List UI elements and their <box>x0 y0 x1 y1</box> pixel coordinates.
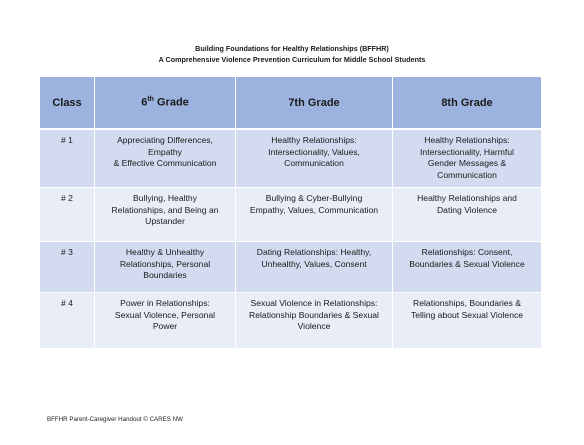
topic-cell-g6 <box>95 242 236 293</box>
topic-line: & Effective Communication <box>113 158 217 168</box>
footer-credit: BFFHR Parent-Caregiver Handout © CARES NW <box>47 416 183 423</box>
table-row <box>40 293 541 349</box>
table-row <box>40 188 541 242</box>
topic-line: Communication <box>284 158 344 168</box>
topic-cell-g8 <box>393 130 541 188</box>
topic-line: Power in Relationships: <box>120 298 210 308</box>
topic-line: Relationships, Personal <box>119 258 211 269</box>
table-header-row <box>40 77 541 130</box>
document-subtitle: A Comprehensive Violence Prevention Curriculum for Middle School Students <box>158 55 426 64</box>
class-number-cell: # 2 <box>40 188 95 242</box>
header-6th-suffix: th <box>147 96 154 104</box>
topic-line: Relationships, and Being an <box>111 204 219 215</box>
header-class: Class <box>40 77 95 130</box>
topic-cell-g6 <box>95 293 236 349</box>
topic-cell-g7 <box>236 188 393 242</box>
topic-cell-g6 <box>95 188 236 242</box>
topic-line: Bullying & Cyber-Bullying <box>265 193 363 203</box>
topic-line: Healthy Relationships: <box>271 135 357 145</box>
topic-cell-g8 <box>393 188 541 242</box>
topic-line: Relationships, Boundaries & <box>413 298 521 308</box>
topic-cell-g7 <box>236 130 393 188</box>
topic-line: Intersectionality, Harmful <box>420 146 514 157</box>
class-number-cell: # 3 <box>40 242 95 293</box>
topic-line: Sexual Violence, Personal <box>114 309 216 320</box>
topic-line: Relationship Boundaries & Sexual <box>249 309 379 320</box>
class-number-cell: # 1 <box>40 130 95 188</box>
topic-line: Healthy Relationships and <box>417 193 517 203</box>
topic-line: Telling about Sexual Violence <box>410 309 524 320</box>
topic-line: Bullying, Healthy <box>132 193 197 203</box>
topic-line: Upstander <box>145 216 185 226</box>
header-7th-grade: 7th Grade <box>236 77 393 130</box>
topic-line: Sexual Violence in Relationships: <box>250 298 378 308</box>
document-title: Building Foundations for Healthy Relationships (BFFHR) <box>195 44 389 53</box>
topic-cell-g8 <box>393 293 541 349</box>
topic-line: Empathy, Values, Communication <box>249 204 379 215</box>
topic-cell-g8 <box>393 242 541 293</box>
class-number-cell: # 4 <box>40 293 95 349</box>
topic-line: Healthy Relationships: <box>424 135 510 145</box>
topic-line: Dating Violence <box>436 204 498 215</box>
topic-line: Dating Relationships: Healthy, <box>256 247 372 257</box>
topic-line: Boundaries & Sexual Violence <box>409 258 525 269</box>
table-row <box>40 242 541 293</box>
header-6th-grade <box>95 77 236 130</box>
topic-line: Intersectionality, Values, <box>268 146 360 157</box>
topic-line: Empathy <box>148 146 182 157</box>
topic-cell-g7 <box>236 242 393 293</box>
topic-line: Violence <box>297 321 331 331</box>
topic-line: Communication <box>437 169 497 180</box>
header-6th-number: 6 <box>141 96 148 109</box>
table-row <box>40 130 541 188</box>
header-8th-grade: 8th Grade <box>393 77 541 130</box>
curriculum-table <box>40 77 541 349</box>
topic-line: Gender Messages & <box>427 158 507 168</box>
topic-line: Healthy & Unhealthy <box>125 247 205 257</box>
topic-line: Power <box>152 321 178 331</box>
topic-line: Boundaries <box>143 270 187 280</box>
topic-cell-g7 <box>236 293 393 349</box>
topic-cell-g6 <box>95 130 236 188</box>
topic-line: Relationships: Consent, <box>421 247 513 257</box>
header-6th-word: Grade <box>153 96 189 109</box>
topic-line: Unhealthy, Values, Consent <box>261 258 367 269</box>
topic-line: Appreciating Differences, <box>117 135 213 145</box>
